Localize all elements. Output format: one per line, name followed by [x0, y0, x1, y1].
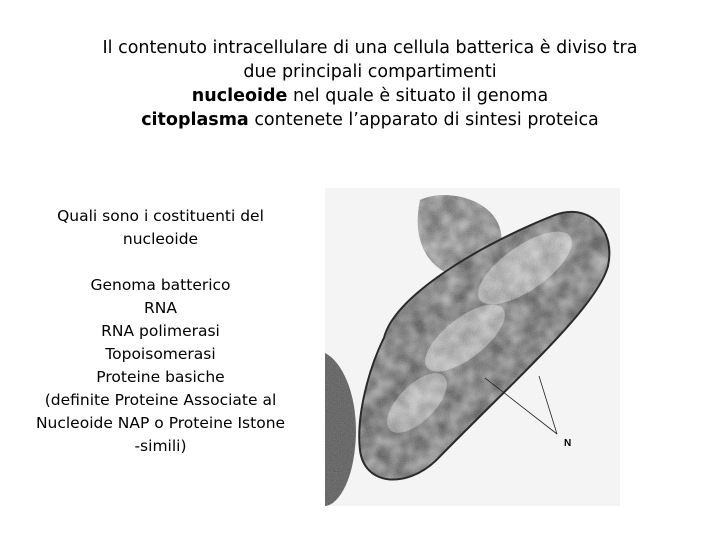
constituent-item: -simili) — [134, 437, 187, 455]
bacterium-micrograph — [325, 188, 620, 506]
title-line-3-rest: nel quale è situato il genoma — [287, 86, 549, 106]
constituents-text — [8, 205, 313, 458]
term-nucleoide: nucleoide — [191, 86, 288, 106]
title-line-4-rest: contenete l’apparato di sintesi proteica — [248, 110, 599, 130]
title-line-3 — [60, 84, 680, 108]
constituent-item: RNA polimerasi — [101, 322, 220, 340]
constituent-item: Topoisomerasi — [105, 345, 216, 363]
title-line-1: Il contenuto intracellulare di una cellula batterica è diviso tra — [102, 38, 638, 58]
constituent-item: (definite Proteine Associate al — [44, 391, 277, 409]
micrograph-svg — [325, 188, 620, 506]
title-line-2: due principali compartimenti — [243, 62, 497, 82]
constituent-item: Nucleoide NAP o Proteine Istone — [35, 414, 286, 432]
term-citoplasma: citoplasma — [141, 110, 249, 130]
title-line-4 — [60, 108, 680, 132]
constituent-item: Genoma batterico — [90, 276, 231, 294]
constituent-item: Proteine basiche — [96, 368, 225, 386]
question-line-1: Quali sono i costituenti del — [57, 207, 264, 225]
nucleoid-label: N — [564, 438, 572, 449]
question-line-2: nucleoide — [122, 230, 199, 248]
title-text — [60, 36, 680, 132]
constituent-item: RNA — [144, 299, 177, 317]
spacer — [8, 251, 313, 274]
